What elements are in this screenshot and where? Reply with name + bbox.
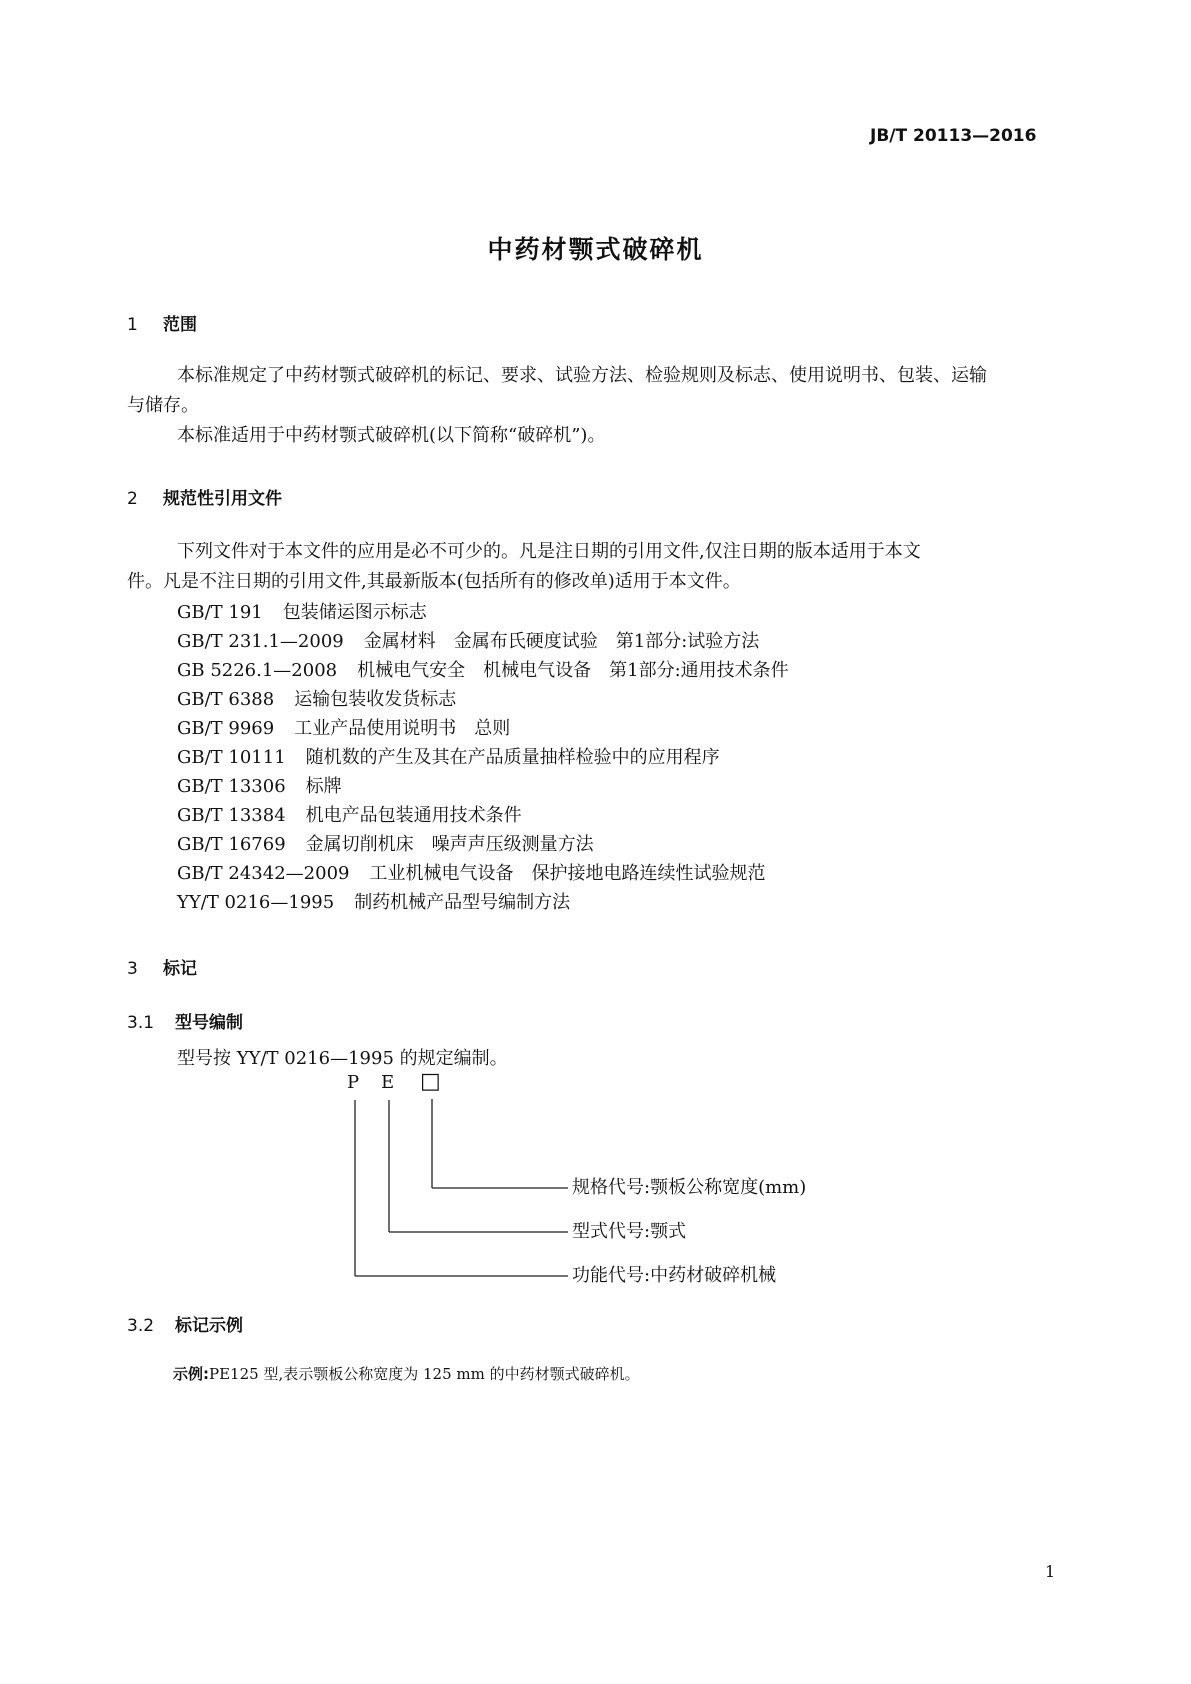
reference-code: GB 5226.1—2008 (177, 660, 338, 681)
reference-code: GB/T 13384 (177, 805, 286, 826)
function-code-label: 功能代号:中药材破碎机械 (572, 1265, 777, 1286)
model-letter-p: P (347, 1072, 360, 1093)
section-3-2-heading (127, 1311, 243, 1336)
reference-code: GB/T 10111 (177, 747, 286, 768)
reference-title: 金属材料 金属布氏硬度试验 第1部分:试验方法 (363, 631, 760, 652)
section-title: 标记示例 (175, 1316, 243, 1336)
reference-title: 工业产品使用说明书 总则 (294, 718, 511, 739)
model-rule-text: 型号按 YY/T 0216—1995 的规定编制。 (177, 1048, 508, 1069)
page-number: 1 (1045, 1562, 1056, 1581)
example-text: PE125 型,表示颚板公称宽度为 125 mm 的中药材颚式破碎机。 (209, 1365, 640, 1383)
section-title: 范围 (163, 315, 197, 335)
section-number: 3.1 (127, 1013, 155, 1033)
scope-paragraph-line-1: 本标准规定了中药材颚式破碎机的标记、要求、试验方法、检验规则及标志、使用说明书、包装、运输 (177, 365, 987, 386)
reference-title: 随机数的产生及其在产品质量抽样检验中的应用程序 (305, 747, 720, 768)
section-number: 3 (127, 959, 138, 979)
spec-code-label: 规格代号:颚板公称宽度(mm) (572, 1177, 807, 1198)
reference-title: 金属切削机床 噪声声压级测量方法 (305, 834, 594, 855)
reference-title: 运输包装收发货标志 (294, 689, 457, 710)
type-code-label: 型式代号:颚式 (572, 1221, 687, 1242)
section-number: 3.2 (127, 1316, 155, 1336)
marking-example (173, 1363, 640, 1384)
reference-code: GB/T 6388 (177, 689, 275, 710)
model-letter-e: E (381, 1072, 395, 1093)
references-intro-line-2: 件。凡是不注日期的引用文件,其最新版本(包括所有的修改单)适用于本文件。 (127, 571, 741, 592)
example-label: 示例: (173, 1365, 209, 1383)
section-number: 1 (127, 315, 138, 335)
reference-code: GB/T 231.1—2009 (177, 631, 344, 652)
reference-code: GB/T 24342—2009 (177, 863, 350, 884)
scope-paragraph-line-2: 与储存。 (127, 395, 199, 416)
reference-title: 机电产品包装通用技术条件 (305, 805, 522, 826)
reference-title: 工业机械电气设备 保护接地电路连续性试验规范 (369, 863, 766, 884)
reference-code: GB/T 191 (177, 602, 263, 623)
document-title: 中药材颚式破碎机 (487, 235, 704, 264)
section-title: 规范性引用文件 (163, 489, 282, 509)
reference-title: 制药机械产品型号编制方法 (354, 892, 571, 913)
references-intro-line-1: 下列文件对于本文件的应用是必不可少的。凡是注日期的引用文件,仅注日期的版本适用于本文 (177, 541, 921, 562)
reference-title: 标牌 (305, 776, 342, 797)
section-title: 型号编制 (175, 1013, 243, 1033)
standard-code: JB/T 20113—2016 (870, 126, 1037, 146)
reference-title: 机械电气安全 机械电气设备 第1部分:通用技术条件 (357, 660, 789, 681)
reference-code: GB/T 9969 (177, 718, 275, 739)
reference-code: YY/T 0216—1995 (177, 892, 335, 913)
reference-title: 包装储运图示标志 (282, 602, 427, 623)
model-spec-box: □ (420, 1069, 441, 1094)
reference-code: GB/T 13306 (177, 776, 286, 797)
section-number: 2 (127, 489, 138, 509)
scope-applicability: 本标准适用于中药材颚式破碎机(以下简称“破碎机”)。 (177, 425, 606, 446)
section-title: 标记 (163, 959, 197, 979)
reference-code: GB/T 16769 (177, 834, 286, 855)
